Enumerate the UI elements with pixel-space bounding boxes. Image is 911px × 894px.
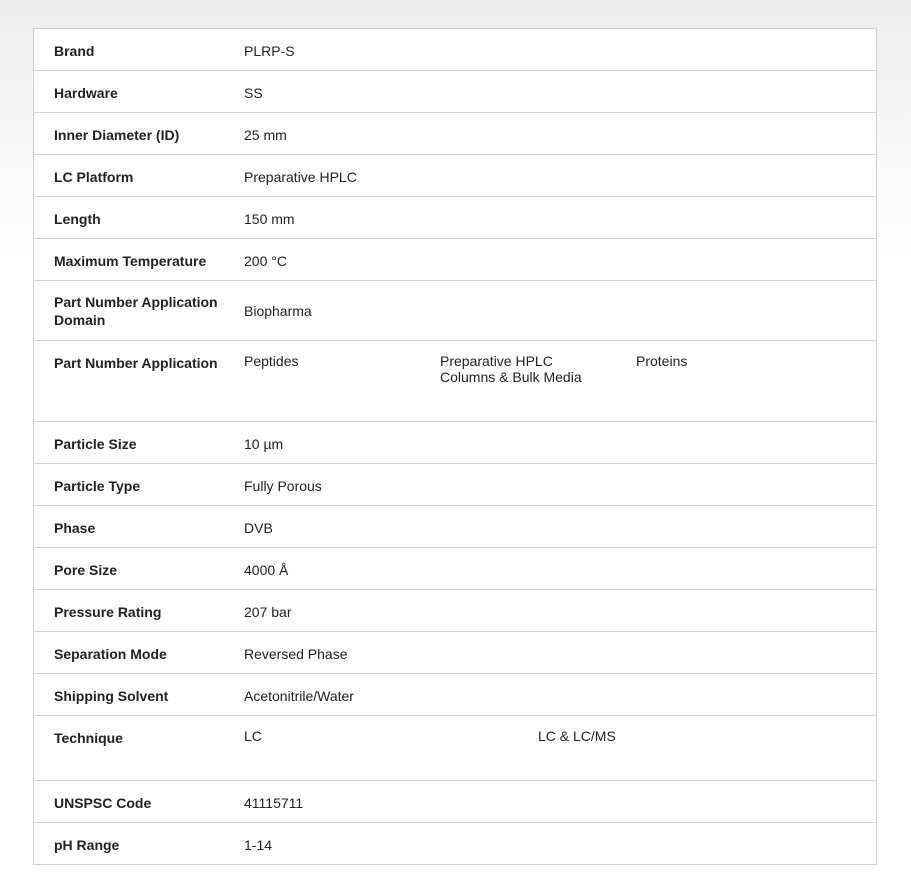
spec-value: Fully Porous [244,478,322,494]
spec-value: 150 mm [244,211,295,227]
spec-row-unspsc [34,780,876,822]
spec-label: Length [54,211,101,227]
spec-value: DVB [244,520,273,536]
spec-value-item [440,353,636,421]
spec-label: Inner Diameter (ID) [54,127,180,143]
spec-row-max-temperature [34,238,876,280]
spec-row-pressure-rating [34,589,876,631]
spec-value-line: Peptides [244,353,299,369]
spec-row-hardware [34,70,876,112]
spec-value-item [636,353,687,421]
spec-label: Particle Size [54,436,137,452]
spec-label: pH Range [54,837,120,853]
spec-label: Technique [54,730,123,746]
spec-label: Shipping Solvent [54,688,169,704]
spec-row-application-domain [34,280,876,340]
spec-value: 1-14 [244,837,273,853]
specifications-table [33,28,877,865]
spec-label: Part Number Application [54,355,218,371]
spec-value: Reversed Phase [244,646,348,662]
spec-value-item: LC & LC/MS [538,728,616,744]
spec-value-item [244,353,440,421]
spec-label: Pressure Rating [54,604,162,620]
spec-value: PLRP-S [244,43,295,59]
spec-value: 10 µm [244,436,284,452]
spec-label-line: Domain [54,312,106,328]
spec-row-particle-size [34,421,876,463]
spec-value: Preparative HPLC [244,169,357,185]
spec-row-length [34,196,876,238]
spec-value-line: Proteins [636,353,688,369]
spec-value: 207 bar [244,604,292,620]
spec-value-line: Preparative HPLC [440,353,553,369]
spec-label [34,281,244,340]
spec-row-ph-range [34,822,876,864]
spec-value: SS [244,85,263,101]
spec-value: 4000 Å [244,562,289,578]
spec-row-lc-platform [34,154,876,196]
spec-row-application [34,340,876,421]
spec-row-separation-mode [34,631,876,673]
spec-row-technique [34,715,876,780]
spec-label: Particle Type [54,478,141,494]
spec-row-shipping-solvent [34,673,876,715]
spec-label: UNSPSC Code [54,795,152,811]
spec-value: 200 °C [244,253,287,269]
spec-row-inner-diameter [34,112,876,154]
spec-label: Brand [54,43,95,59]
spec-value-item: LC [244,728,262,744]
spec-label: Hardware [54,85,118,101]
spec-label: LC Platform [54,169,134,185]
spec-row-phase [34,505,876,547]
spec-value: 25 mm [244,127,287,143]
spec-row-particle-type [34,463,876,505]
spec-label: Phase [54,520,96,536]
spec-value-list [244,341,876,421]
spec-value: Biopharma [244,303,312,319]
spec-label: Maximum Temperature [54,253,207,269]
spec-value: 41115711 [244,795,304,811]
spec-value-list [244,716,876,780]
spec-label: Separation Mode [54,646,167,662]
spec-row-brand [34,29,876,70]
spec-value-line: Columns & Bulk Media [440,369,582,385]
spec-label-line: Part Number Application [54,294,218,310]
spec-value: Acetonitrile/Water [244,688,354,704]
spec-row-pore-size [34,547,876,589]
spec-label: Pore Size [54,562,118,578]
